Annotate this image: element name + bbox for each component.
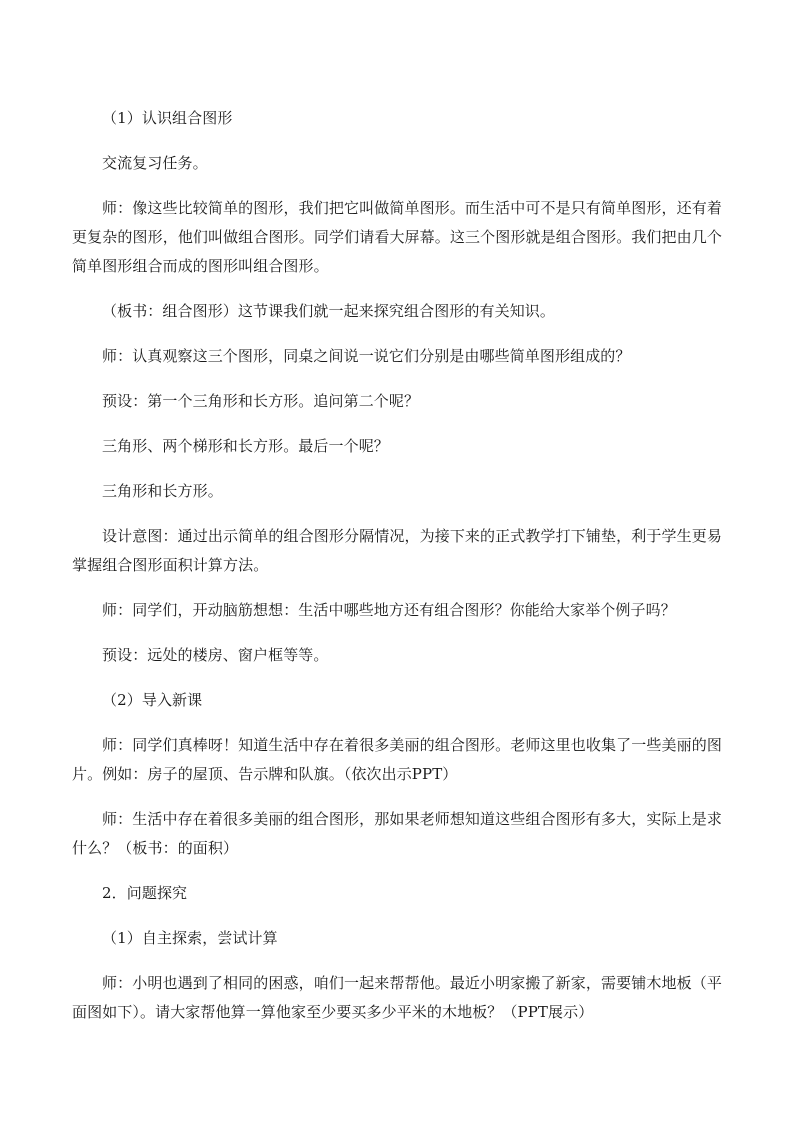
section-heading-recognize-composite-shapes: （1）认识组合图形	[102, 109, 233, 127]
paragraph-second-answer: 三角形、两个梯形和长方形。最后一个呢？	[102, 437, 389, 455]
paragraph-teacher-think: 师：同学们，开动脑筋想想：生活中哪些地方还有组合图形？你能给大家举个例子吗？	[102, 601, 676, 619]
paragraph-review-task: 交流复习任务。	[102, 154, 208, 172]
section-heading-self-exploration: （1）自主探索，尝试计算	[102, 929, 278, 947]
paragraph-third-answer: 三角形和长方形。	[102, 482, 223, 500]
paragraph-preset-examples: 预设：远处的楼房、窗户框等等。	[102, 646, 329, 664]
paragraph-preset-first: 预设：第一个三角形和长方形。追问第二个呢？	[102, 392, 420, 410]
paragraph-teacher-intro: 师：像这些比较简单的图形，我们把它叫做简单图形。而生活中可不是只有简单图形，还有着更复杂的图形，他们叫做组合图形。同学们请看大屏幕。这三个图形就是组合图形。我们把由几个简单图形组合而成的图形叫组合图形。	[72, 199, 722, 275]
paragraph-xiaoming-floor: 师：小明也遇到了相同的困惑，咱们一起来帮帮他。最近小明家搬了新家，需要铺木地板（平面图如下）。请大家帮他算一算他家至少要买多少平米的木地板？（PPT展示）	[72, 974, 722, 1021]
section-heading-new-lesson: （2）导入新课	[102, 691, 203, 709]
paragraph-design-intent: 设计意图：通过出示简单的组合图形分隔情况，为接下来的正式教学打下铺垫，利于学生更易掌握组合图形面积计算方法。	[72, 527, 722, 574]
section-heading-problem-exploration: 2．问题探究	[102, 884, 188, 902]
paragraph-board-note: （板书：组合图形）这节课我们就一起来探究组合图形的有关知识。	[102, 302, 556, 320]
paragraph-teacher-observe: 师：认真观察这三个图形，同桌之间说一说它们分别是由哪些简单图形组成的？	[102, 347, 631, 365]
paragraph-teacher-area-question: 师：生活中存在着很多美丽的组合图形，那如果老师想知道这些组合图形有多大，实际上是求什么？（板书：的面积）	[72, 810, 722, 857]
paragraph-teacher-praise: 师：同学们真棒呀！知道生活中存在着很多美丽的组合图形。老师这里也收集了一些美丽的图片。例如：房子的屋顶、告示牌和队旗。（依次出示PPT）	[72, 736, 722, 783]
document-body	[72, 104, 722, 1043]
